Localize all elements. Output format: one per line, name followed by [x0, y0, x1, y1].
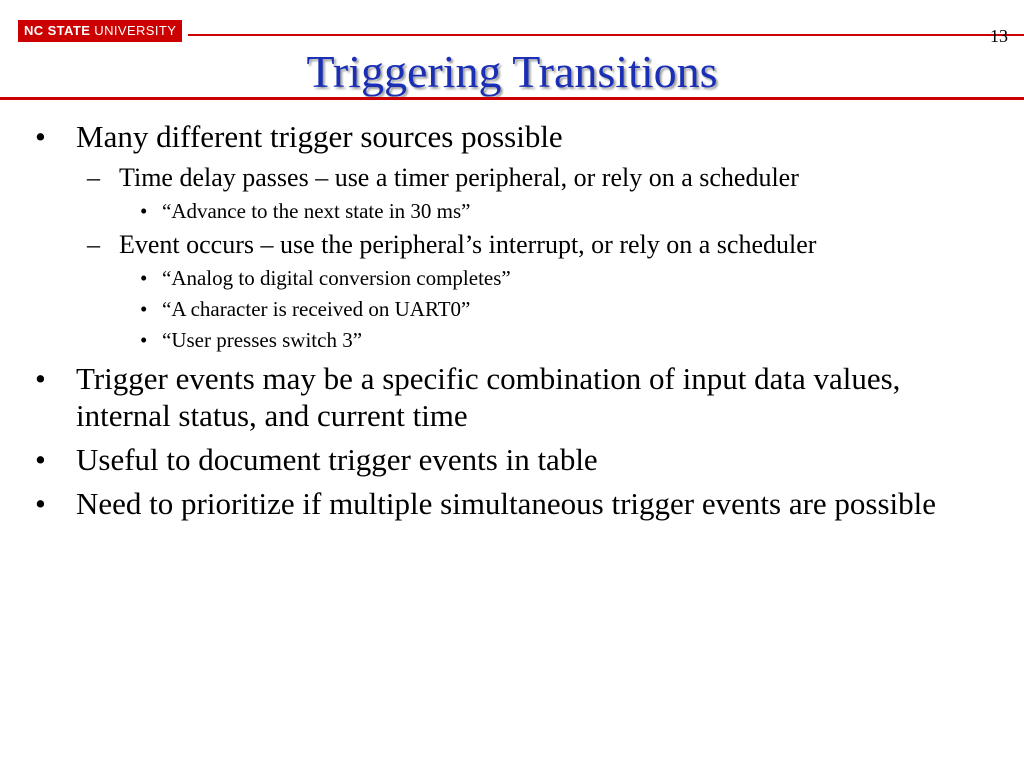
bullet-text: “User presses switch 3” [162, 328, 363, 352]
slide-number: 13 [990, 26, 1008, 46]
sub-sub-bullet-item [0, 198, 1024, 225]
title-rule [0, 97, 1024, 100]
bullet-text: Need to prioritize if multiple simultaneous trigger events are possible [76, 486, 937, 521]
bullet-marker: • [35, 442, 46, 477]
logo-text-light: UNIVERSITY [90, 23, 177, 38]
bullet-text: Many different trigger sources possible [76, 119, 563, 154]
bullet-marker: • [35, 119, 46, 154]
dash-marker: – [87, 163, 100, 192]
bullet-text: Event occurs – use the peripheral’s interrupt, or rely on a scheduler [119, 230, 817, 259]
bullet-text: Trigger events may be a specific combination of input data values, internal status, and current time [76, 361, 901, 433]
logo-text-bold: NC STATE [24, 23, 91, 38]
bullet-marker: • [140, 199, 148, 223]
slide-title: Triggering Transitions [306, 46, 718, 97]
bullet-list [0, 118, 1024, 529]
sub-sub-bullet-item [0, 327, 1024, 354]
sub-sub-bullet-item [0, 296, 1024, 323]
bullet-item [0, 485, 1024, 522]
dash-marker: – [87, 230, 100, 259]
bullet-item [0, 118, 1024, 155]
sub-bullet-item [0, 162, 1024, 194]
bullet-text: Useful to document trigger events in table [76, 442, 598, 477]
bullet-item [0, 360, 1024, 434]
bullet-text: Time delay passes – use a timer peripheral, or rely on a scheduler [119, 163, 799, 192]
bullet-text: “Advance to the next state in 30 ms” [162, 199, 471, 223]
sub-bullet-item [0, 229, 1024, 261]
bullet-text: “Analog to digital conversion completes” [162, 266, 511, 290]
bullet-marker: • [35, 361, 46, 396]
bullet-text: “A character is received on UART0” [162, 297, 471, 321]
bullet-marker: • [140, 328, 148, 352]
sub-sub-bullet-item [0, 265, 1024, 292]
logo-badge [18, 20, 182, 42]
header-rule [188, 34, 1024, 36]
bullet-marker: • [140, 266, 148, 290]
bullet-marker: • [140, 297, 148, 321]
university-logo [18, 20, 182, 42]
bullet-item [0, 441, 1024, 478]
bullet-marker: • [35, 486, 46, 521]
